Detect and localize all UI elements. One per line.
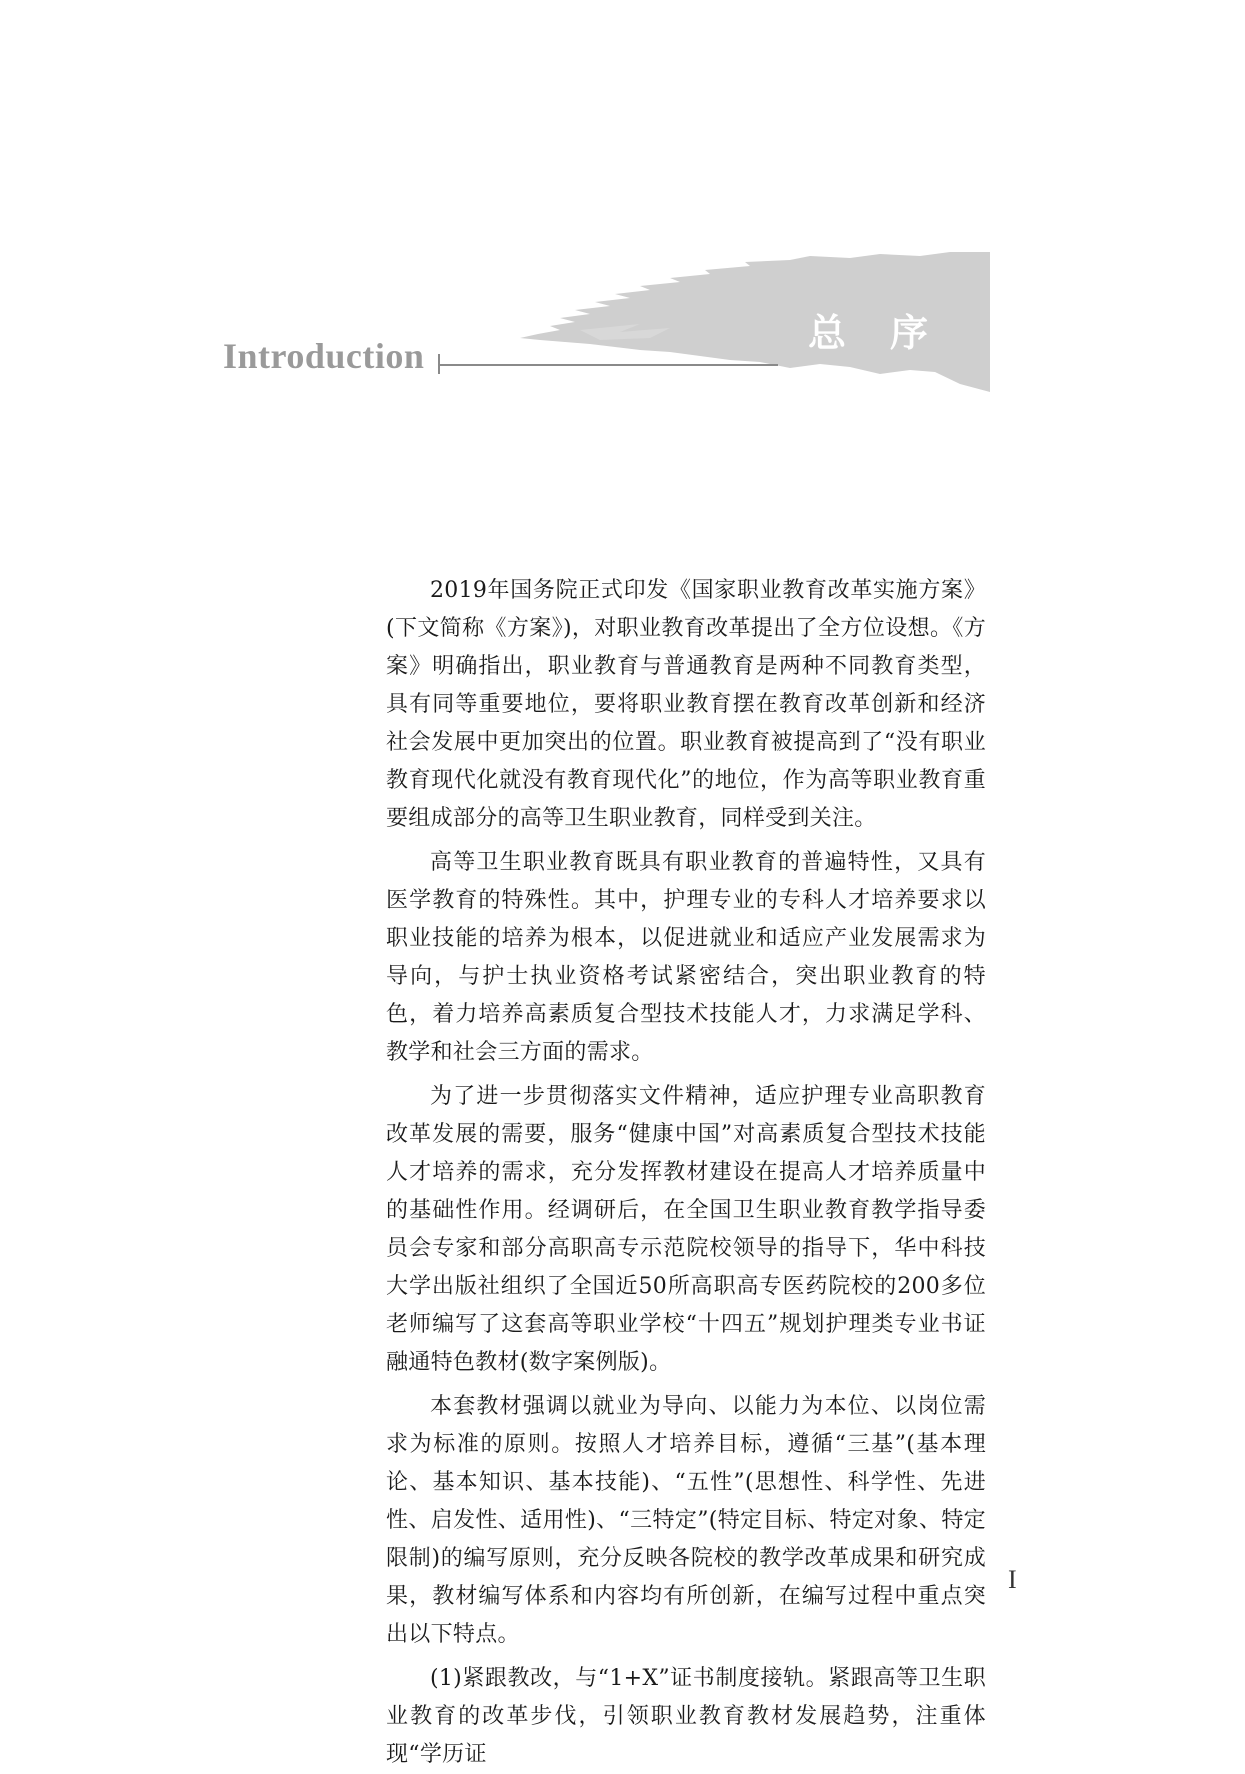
english-title: Introduction [223,336,425,376]
paragraph: 高等卫生职业教育既具有职业教育的普遍特性，又具有医学教育的特殊性。其中，护理专业的专科人才培养要求以职业技能的培养为根本，以促进就业和适应产业发展需求为导向，与护士执业资格考试紧密结合，突出职业教育的特色，着力培养高素质复合型技术技能人才，力求满足学科、教学和社会三方面的需求。 [386,850,986,1065]
paragraph: 2019年国务院正式印发《国家职业教育改革实施方案》(下文简称《方案》)，对职业教育改革提出了全方位设想。《方案》明确指出，职业教育与普通教育是两种不同教育类型，具有同等重要地位，要将职业教育摆在教育改革创新和经济社会发展中更加突出的位置。职业教育被提高到了“没有职业教育现代化就没有教育现代化”的地位，作为高等职业教育重要组成部分的高等卫生职业教育，同样受到关注。 [386,578,986,831]
paragraph: 为了进一步贯彻落实文件精神，适应护理专业高职教育改革发展的需要，服务“健康中国”对高素质复合型技术技能人才培养的需求，充分发挥教材建设在提高人才培养质量中的基础性作用。经调研后，在全国卫生职业教育教学指导委员会专家和部分高职高专示范院校领导的指导下，华中科技大学出版社组织了全国近50所高职高专医药院校的200多位老师编写了这套高等职业学校“十四五”规划护理类专业书证融通特色教材(数字案例版)。 [386,1084,986,1375]
paragraph: (1)紧跟教改，与“1+X”证书制度接轨。紧跟高等卫生职业教育的改革步伐，引领职业教育教材发展趋势，注重体现“学历证 [386,1666,986,1767]
header-rule [438,364,778,366]
paragraph: 本套教材强调以就业为导向、以能力为本位、以岗位需求为标准的原则。按照人才培养目标，遵循“三基”(基本理论、基本知识、基本技能)、“五性”(思想性、科学性、先进性、启发性、适用性)、“三特定”(特定目标、特定对象、特定限制)的编写原则，充分反映各院校的教学改革成果和研究成果，教材编写体系和内容均有所创新，在编写过程中重点突出以下特点。 [386,1394,986,1647]
preface-body [386,572,986,1774]
page-number: I [1008,1565,1017,1594]
chinese-title: 总序 [808,310,973,355]
